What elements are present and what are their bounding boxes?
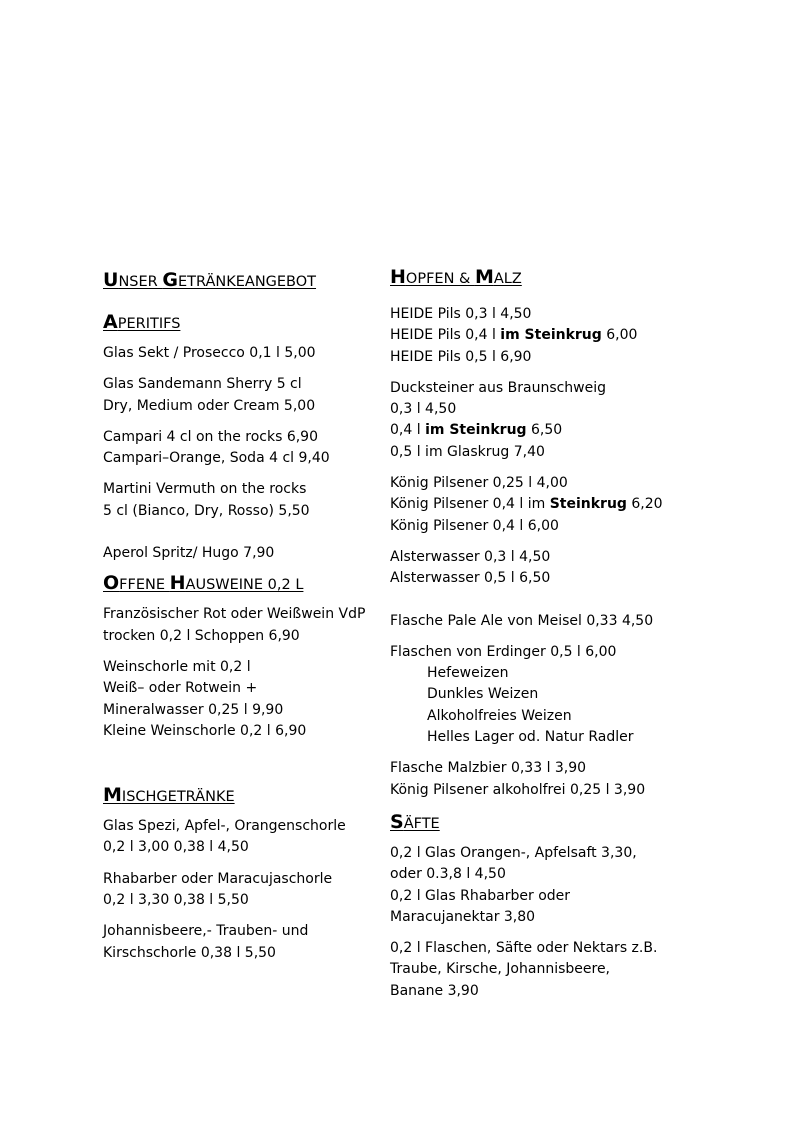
menu-item [103,869,375,912]
item-line: 5 cl (Bianco, Dry, Rosso) 5,50 [103,502,310,519]
menu-item-heide [390,304,690,368]
item-line: Johannisbeere,- Trauben- und [103,923,309,940]
menu-item [103,479,375,522]
item-line: Kirschschorle 0,38 l 5,50 [103,944,276,961]
menu-item-pale-ale [390,611,690,632]
heading-rest: ALZ [493,271,522,287]
title-initial-u: U [103,269,119,291]
item-line: Glas Sandemann Sherry 5 cl [103,376,302,393]
item-line: 0,2 l Glas Rhabarber oder [390,887,571,904]
right-column [390,262,690,1012]
item-line: Rhabarber oder Maracujaschorle [103,870,333,887]
heading-initial: S [390,810,404,833]
heading-rest: FFENE [119,577,170,594]
heading-initial: M [474,266,494,288]
sort-line: Helles Lager od. Natur Radler [427,729,634,746]
item-line: Dry, Medium oder Cream 5,00 [103,397,316,414]
menu-item-koenig [390,473,690,537]
menu-item-alsterwasser [390,547,690,590]
item-line: Ducksteiner aus Braunschweig [390,379,607,396]
item-line: König Pilsener 0,4 l im Steinkrug 6,20 [390,496,663,513]
item-line: Glas Sekt / Prosecco 0,1 l 5,00 [103,345,316,361]
item-line: 0,4 l im Steinkrug 6,50 [390,422,563,439]
item-line: Französischer Rot oder Weißwein VdP [103,606,366,623]
menu-item [103,921,375,964]
item-line: Banane 3,90 [390,982,479,999]
heading-initial: A [103,311,118,333]
menu-item [103,816,375,859]
section-heading-hopfen-malz [390,262,690,292]
item-line: König Pilsener 0,25 l 4,00 [390,475,568,492]
sort-line: Dunkles Weizen [427,686,539,703]
item-line: 0,2 l Flaschen, Säfte oder Nektars z.B. [390,940,658,957]
item-line: Alsterwasser 0,5 l 6,50 [390,570,551,587]
item-line: 0,5 l im Glaskrug 7,40 [390,443,545,460]
menu-item [103,343,375,364]
section-heading-saefte [390,807,690,837]
menu-item [103,543,375,564]
item-line: Campari–Orange, Soda 4 cl 9,40 [103,450,330,467]
menu-item-ducksteiner [390,378,690,463]
item-line: Flaschen von Erdinger 0,5 l 6,00 [390,643,617,660]
section-heading-aperitifs [103,307,375,337]
item-line: Flasche Malzbier 0,33 l 3,90 [390,760,587,777]
section-heading-mischgetraenke [103,780,375,810]
item-line: König Pilsener 0,4 l 6,00 [390,517,559,534]
title-rest-2: ETRÄNKEANGEBOT [177,274,317,290]
item-line: HEIDE Pils 0,4 l im Steinkrug 6,00 [390,327,638,344]
menu-item [103,657,375,742]
item-line: Weiß– oder Rotwein + [103,680,258,697]
item-line: Mineralwasser 0,25 l 9,90 [103,701,284,718]
item-line: Traube, Kirsche, Johannisbeere, [390,961,611,978]
item-line: Kleine Weinschorle 0,2 l 6,90 [103,722,307,739]
left-column [103,262,375,974]
heading-rest: ÄFTE [403,815,440,832]
menu-item [103,604,375,647]
menu-item-malzbier [390,758,690,801]
item-line: Aperol Spritz/ Hugo 7,90 [103,545,275,562]
item-line: trocken 0,2 l Schoppen 6,90 [103,627,300,644]
title-rest-1: NSER [118,274,163,290]
heading-rest: OPFEN & [405,271,475,287]
item-line: 0,2 l Glas Orangen-, Apfelsaft 3,30, [390,844,637,861]
heading-rest: PERITIFS [117,316,181,332]
menu-item-saft-flaschen [390,938,690,1002]
item-line: Martini Vermuth on the rocks [103,481,307,498]
item-line: oder 0.3,8 l 4,50 [390,866,506,883]
item-line: Weinschorle mit 0,2 l [103,658,251,675]
item-line: Campari 4 cl on the rocks 6,90 [103,428,318,445]
menu-item [103,427,375,470]
mischgetraenke-list [103,816,375,964]
heading-initial: O [103,572,120,595]
aperitifs-list [103,343,375,564]
sort-line: Hefeweizen [427,665,509,682]
item-line: HEIDE Pils 0,3 l 4,50 [390,306,532,322]
section-heading-hausweine [103,568,375,598]
menu-item-erdinger [390,642,690,748]
item-line: Flasche Pale Ale von Meisel 0,33 4,50 [390,612,654,629]
item-line: 0,3 l 4,50 [390,401,457,418]
item-line: Glas Spezi, Apfel-, Orangenschorle [103,818,346,835]
title-initial-g: G [162,269,178,291]
hausweine-list [103,604,375,742]
item-line: 0,2 l 3,00 0,38 l 4,50 [103,839,249,856]
item-line: HEIDE Pils 0,5 l 6,90 [390,348,532,365]
item-line: Alsterwasser 0,3 l 4,50 [390,548,551,565]
item-line: König Pilsener alkoholfrei 0,25 l 3,90 [390,781,646,798]
heading-rest: AUSWEINE 0,2 L [185,577,304,594]
item-line: Maracujanektar 3,80 [390,908,536,925]
menu-item-saft-glas [390,843,690,928]
page-title [103,262,375,295]
heading-initial: H [390,266,406,288]
item-line: 0,2 l 3,30 0,38 l 5,50 [103,892,249,909]
heading-initial: H [169,572,186,595]
menu-item [103,374,375,417]
heading-rest: ISCHGETRÄNKE [121,789,235,806]
heading-initial: M [103,784,122,807]
sort-line: Alkoholfreies Weizen [427,707,572,724]
